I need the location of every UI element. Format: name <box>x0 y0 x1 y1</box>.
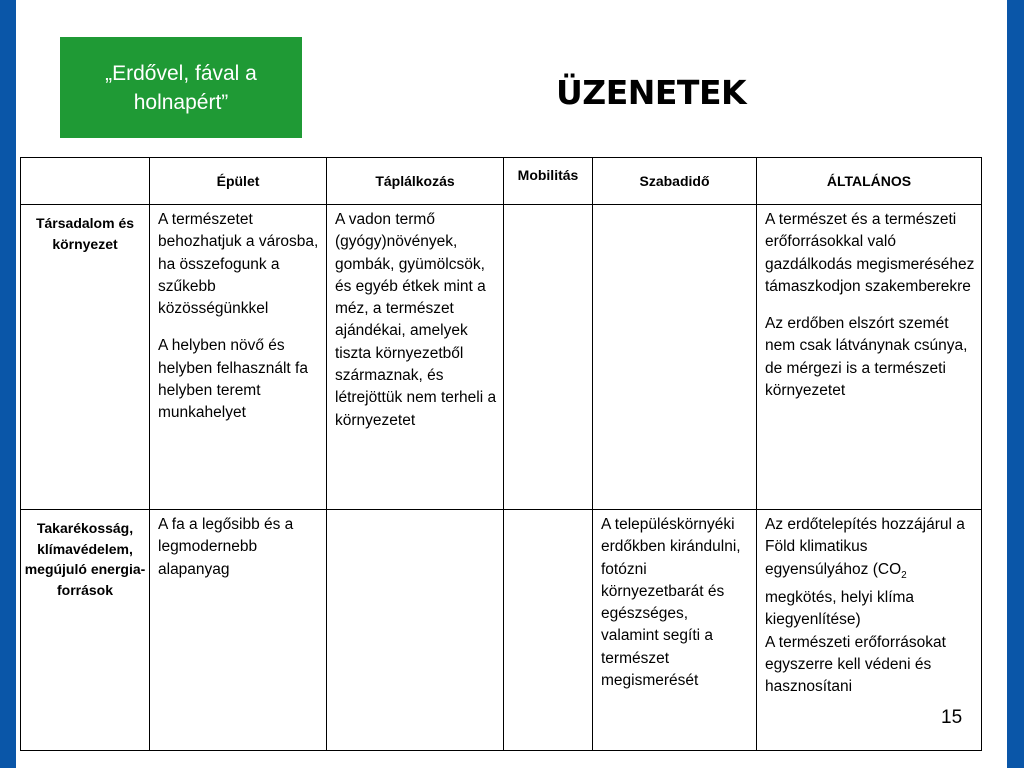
subscript-text: 2 <box>901 569 907 581</box>
cell-paragraph: Az erdőben elszórt szemét nem csak látványnak csúnya, de mérgezi is a természeti környezetet <box>765 315 968 400</box>
cell-mobilitas <box>504 510 593 751</box>
header-mobilitas: Mobilitás <box>504 158 593 205</box>
cell-paragraph: megkötés, helyi klíma kiegyenlítése) <box>765 588 915 629</box>
left-accent-bar <box>0 0 16 768</box>
header-szabadido: Szabadidő <box>593 158 757 205</box>
cell-paragraph: A fa a legősibb és a legmodernebb alapanyag <box>158 516 294 578</box>
table-row <box>21 205 982 510</box>
cell-paragraph: A településkörnyéki erdőkben kirándulni, fotózni környezetbarát és egészséges, valamint segíti a természet megismerését <box>601 516 741 690</box>
right-accent-bar <box>1007 0 1024 768</box>
header-epulet: Épület <box>150 158 327 205</box>
row-label <box>21 205 150 510</box>
cell-epulet <box>150 510 327 751</box>
slogan-box <box>60 37 302 138</box>
slogan-text: „Erdővel, fával a holnapért” <box>105 61 257 114</box>
cell-szabadido <box>593 510 757 751</box>
header-empty <box>21 158 150 205</box>
messages-table <box>20 157 982 751</box>
cell-paragraph: A vadon termő (gyógy)növények, gombák, gyümölcsök, és egyéb étkek mint a méz, a természet ajándékai, amelyek tiszta környezetből származnak, és létrejöttük nem terheli a környezetet <box>335 211 497 429</box>
cell-taplalkozas <box>327 510 504 751</box>
row-label-text: Társadalom és környezet <box>35 215 135 252</box>
cell-paragraph: Az erdőtelepítés hozzájárul a Föld klimatikus egyensúlyához (CO <box>765 516 965 578</box>
cell-paragraph: A természet és a természeti erőforrásokkal való gazdálkodás megismeréséhez támaszkodjon szakemberekre <box>765 211 975 295</box>
header-row <box>21 158 982 205</box>
page-number: 15 <box>941 707 963 728</box>
cell-paragraph: A természeti erőforrásokat egyszerre kell védeni és hasznosítani <box>765 633 946 696</box>
cell-szabadido <box>593 205 757 510</box>
cell-mobilitas <box>504 205 593 510</box>
cell-paragraph: A helyben növő és helyben felhasznált fa helyben teremt munkahelyet <box>158 337 308 422</box>
cell-taplalkozas <box>327 205 504 510</box>
header-taplalkozas: Táplálkozás <box>327 158 504 205</box>
header-altalanos: ÁLTALÁNOS <box>757 158 982 205</box>
row-label-text: Takarékosság, klímavédelem, megújuló energia-források <box>24 520 146 598</box>
table-row <box>21 510 982 751</box>
page-title: ÜZENETEK <box>556 73 747 112</box>
cell-paragraph: A természetet behozhatjuk a városba, ha összefogunk a szűkebb közösségünkkel <box>158 211 319 318</box>
cell-altalanos <box>757 205 982 510</box>
cell-epulet <box>150 205 327 510</box>
row-label <box>21 510 150 751</box>
